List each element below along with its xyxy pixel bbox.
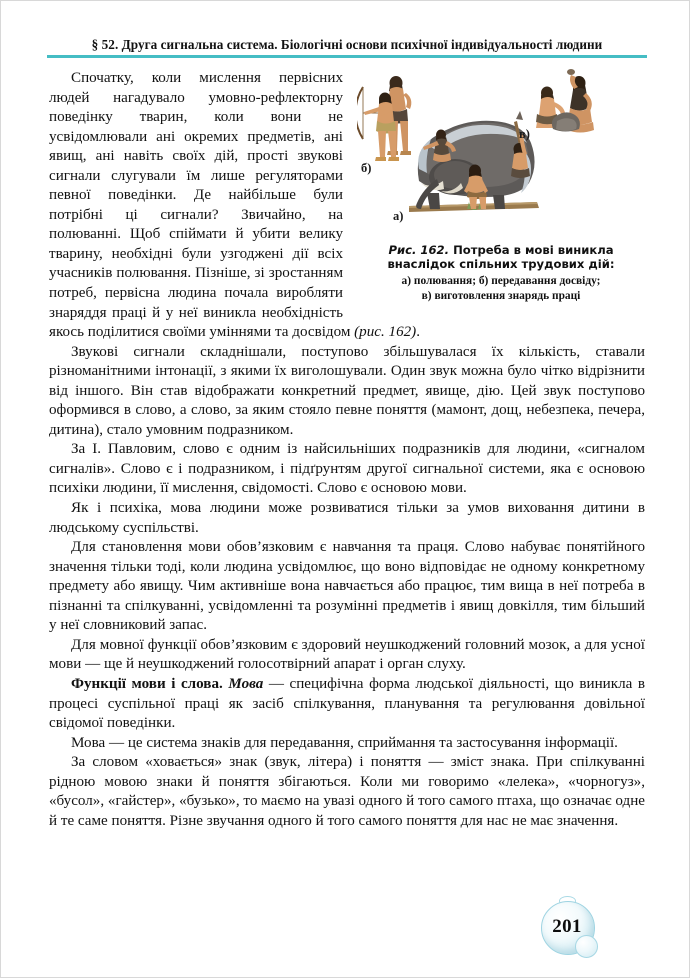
- paragraph-2: Звукові сигнали складнішали, поступово збільшувалася їх кількість, ставали різноманітними інтонації, з якими їх виголошували. Один звук можна було чітко відрізнити від іншого. Він став відображати конкретний предмет, явище, дію. Цей звук поступово оформився в слово, а слово, за яким стояло певне поняття (мамонт, дощ, небезпека, печера, дитина), стало умовним подразником.: [49, 343, 645, 438]
- term-mova: Мова: [222, 675, 264, 692]
- paragraph-8: Мова — це система знаків для передавання, сприймання та застосування інформації.: [71, 734, 618, 751]
- page-number-bubble: [537, 897, 617, 967]
- paragraph-1-end: .: [416, 324, 420, 341]
- paragraph-9: За словом «ховається» знак (звук, літера) і поняття — зміст знака. При спілкуванні рідною мовою знаки й поняття збігаються. Коли ми говоримо «лелека», «чорногуз», «бусол», «гайстер», «бузько», то маємо на увазі одного й того самого птаха, що означає одне й те саме поняття. Різне звучання одного й того самого поняття для нас не має значення.: [49, 754, 645, 829]
- paragraph-7: [49, 675, 645, 734]
- figure-caption-line2: внаслідок спільних трудових дій:: [387, 257, 615, 272]
- figure-caption: [357, 243, 645, 304]
- scene-toolmaking: [536, 69, 594, 133]
- figure-label-v: в): [519, 127, 530, 141]
- paragraph-7-text: — специфічна форма людської діяльності, що виникла в процесі суспільної праці як засіб спілкування, планування та регулювання довільної свідомої поведінки.: [49, 675, 646, 732]
- page-number: 201: [552, 916, 582, 937]
- paragraph-6: Для мовної функції обов’язковим є здоровий неушкоджений головний мозок, а для усної мови — ще й неушкоджений голосотвірний апарат і орган слуху.: [49, 636, 645, 673]
- scene-hunters-with-bow: [357, 76, 411, 161]
- figure-illustration: [357, 69, 645, 239]
- figure-number: Рис. 162.: [388, 243, 450, 257]
- running-head: [47, 37, 647, 58]
- figure-label-b: б): [361, 161, 372, 175]
- running-head-rule: [47, 55, 647, 58]
- running-head-title: § 52. Друга сигнальна система. Біологічні основи психічної індивідуальності людини: [91, 37, 603, 52]
- paragraph-5: Для становлення мови обов’язковим є навчання та праця. Слово набуває понятійного значення тільки тоді, коли людина усвідомлює, що воно відповідає не одному конкретному предмету або явищу. Чим активніше вона навчається або працює, тим вища в неї потреба в пізнанні та спілкуванні, усвідомленні та розумінні предметів і явищ довкілля, тим більший у неї словниковий запас.: [49, 539, 645, 634]
- figure-reference: (рис. 162): [354, 324, 417, 341]
- paragraph-3: За І. Павловим, слово є одним із найсильніших подразників для людини, «сигналом сигналів». Слово є і подразником, і підґрунтям другої сигнальної системи, яка є основою психіки людини, її мислення, свідомості. Слово є основою мови.: [49, 441, 645, 497]
- figure-caption-line1: Потреба в мові виникла: [449, 243, 614, 257]
- figure-caption-main: [357, 243, 645, 271]
- paragraph-4: Як і психіка, мова людини може розвиватися тільки за умов виховання дитини в людському суспільстві.: [49, 500, 645, 536]
- figure-label-a: а): [393, 209, 404, 223]
- figure-caption-line4: в) виготовлення знарядь праці: [421, 290, 581, 303]
- figure-caption-line3: а) полювання; б) передавання досвіду;: [401, 275, 601, 288]
- figure-162: [357, 69, 645, 304]
- figure-caption-sub: [357, 274, 645, 304]
- page-content: [49, 69, 645, 831]
- section-lead-in: Функції мови і слова.: [71, 675, 223, 692]
- paragraph-1-text: Спочатку, коли мислення первісних людей нагадувало умовно-рефлекторну поведінку тварин, коли вони не усвідомлювали ані окремих предметів, ані явищ, ані навіть своїх дій, прості звукові сигнали слугували їм лише регуляторами певної поведінки. Де найбільше були потрібні ці сигнали? Звичайно, на полюванні. Щоб спіймати й убити велику тварину, необхідні були узгоджені дії всіх учасників полювання. Пізніше, зі зростанням потреб, первісна людина почала виробляти знаряддя праці й у неї виникла необхідність якось поділитися своїми уміннями та досвідом: [49, 70, 355, 341]
